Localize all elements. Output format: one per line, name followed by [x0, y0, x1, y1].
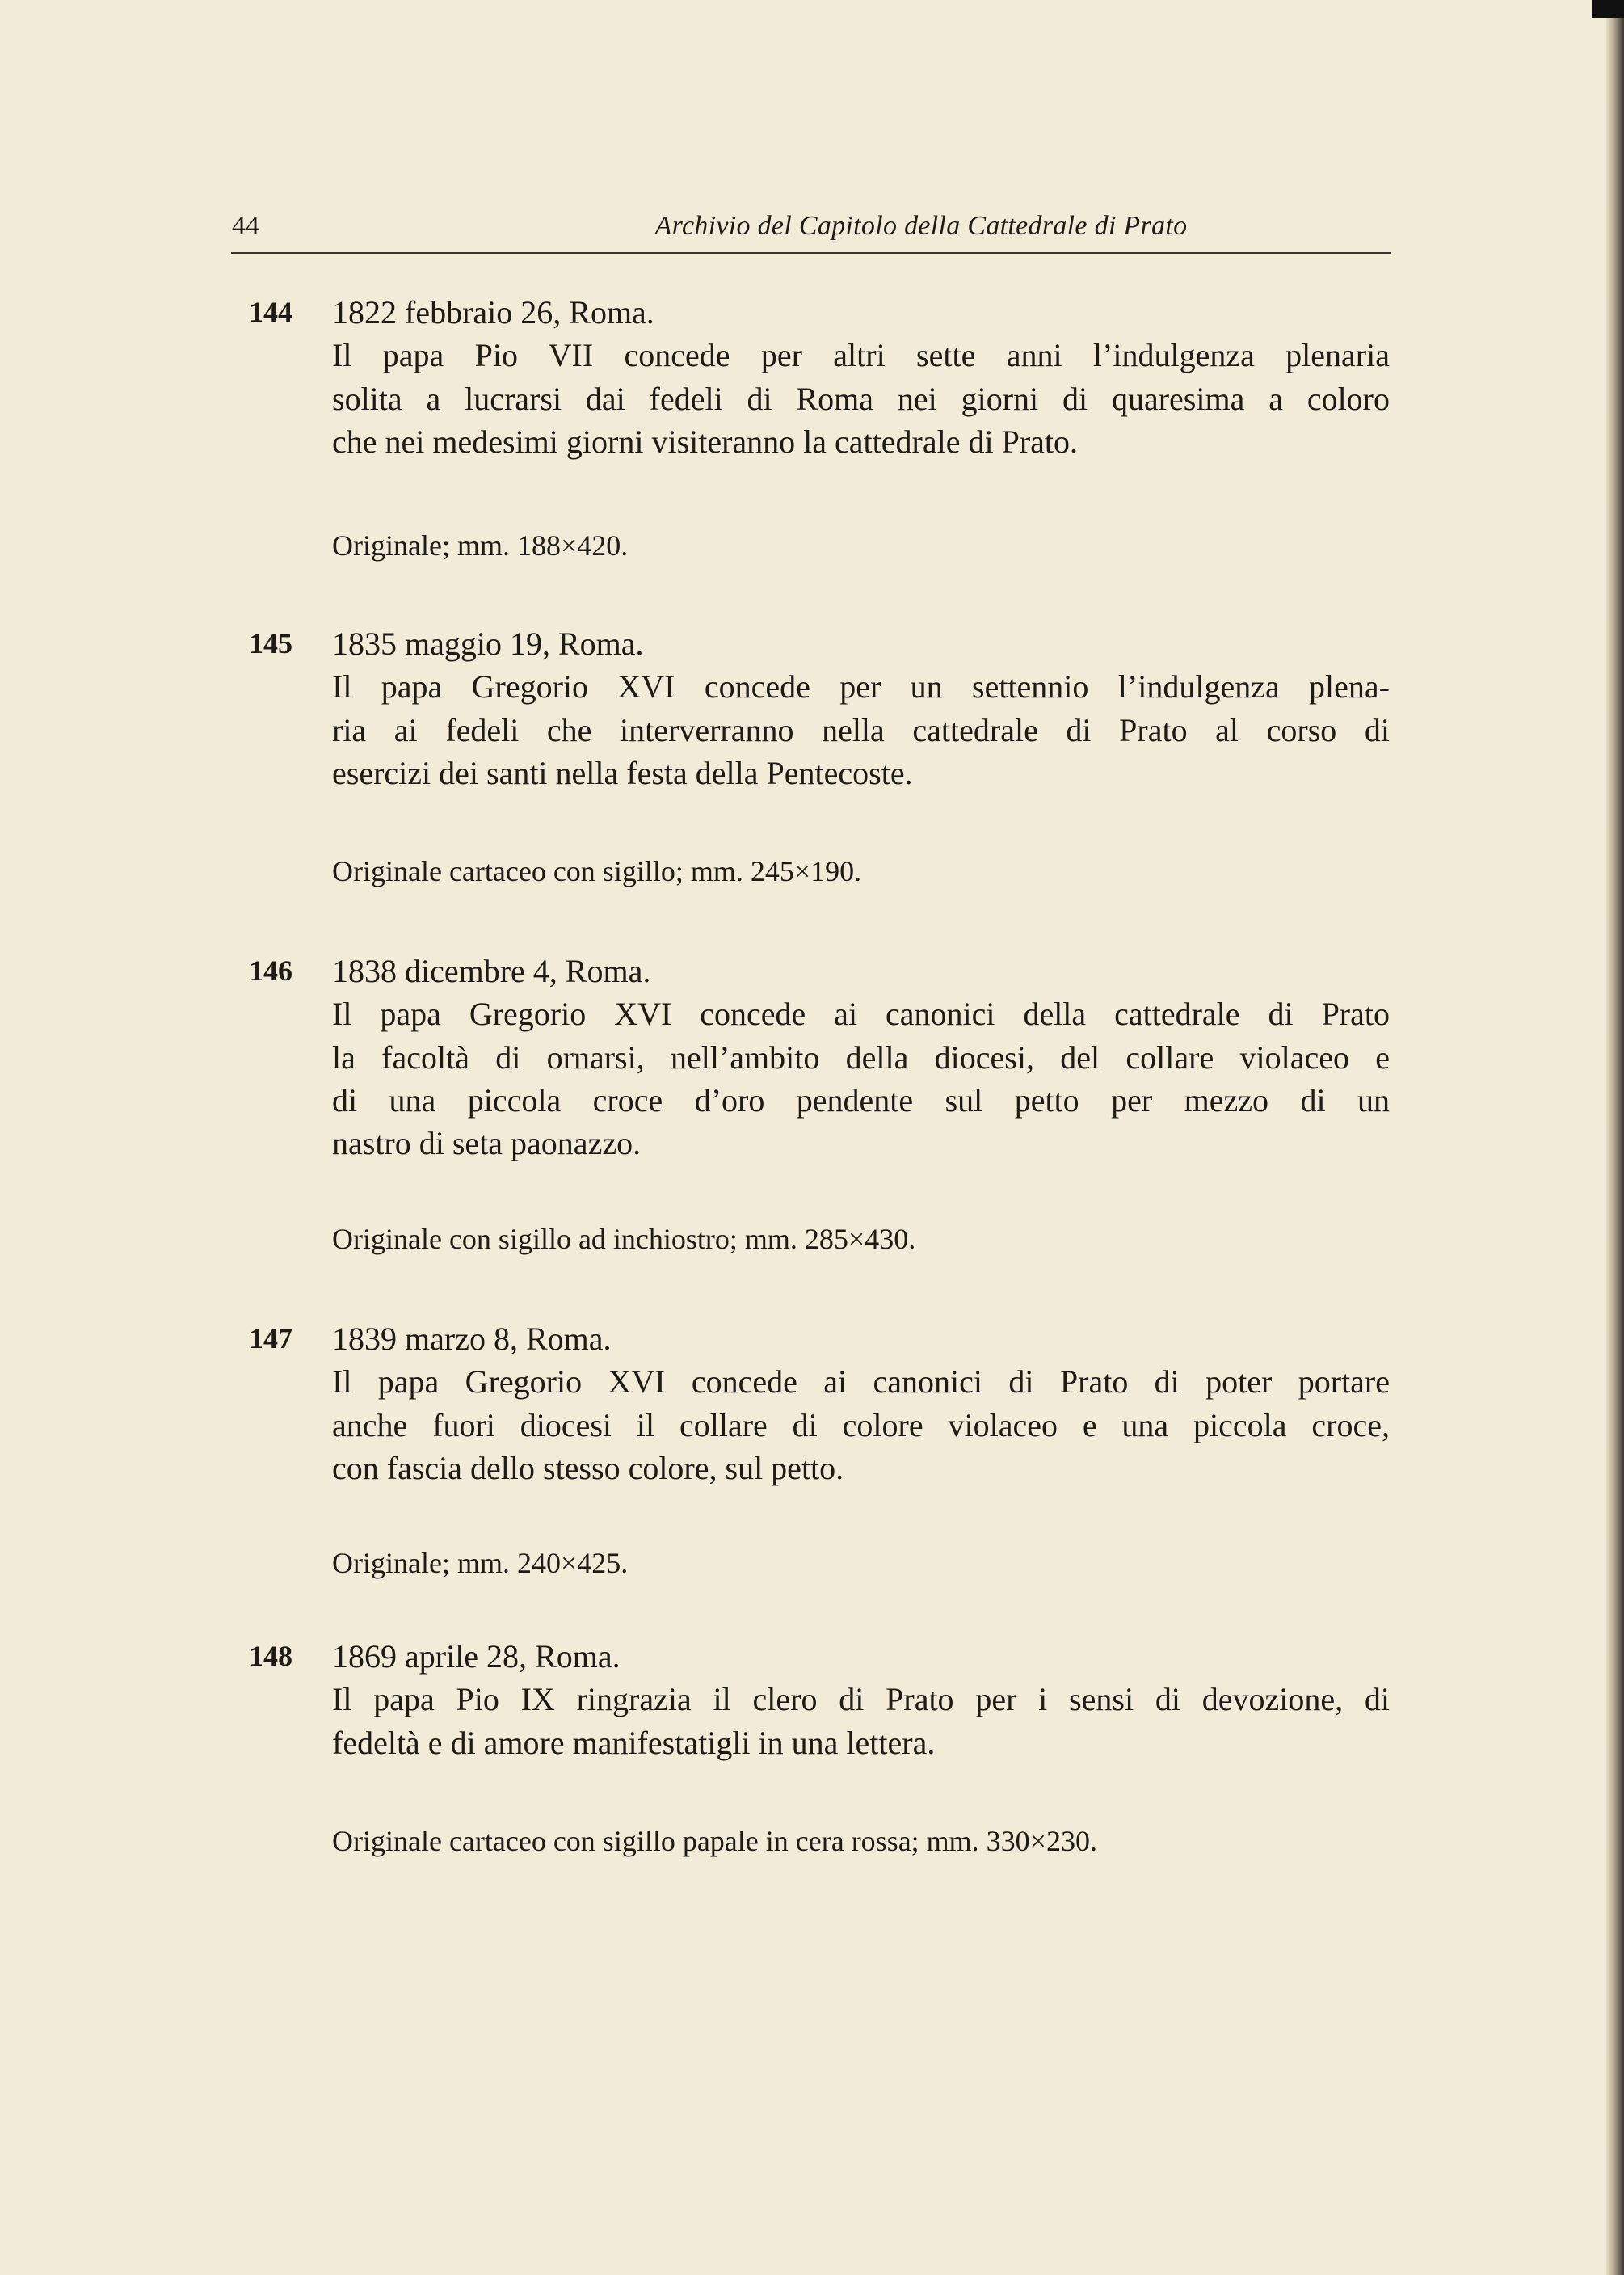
entry-number: 145: [249, 627, 292, 659]
entry-summary-line: la facoltà di ornarsi, nell’ambito della diocesi, del collare violaceo e: [332, 1038, 1390, 1076]
entry-text: [332, 291, 1390, 463]
entry-date-place: 1835 maggio 19, Roma.: [332, 626, 644, 662]
entry-date-place: 1838 dicembre 4, Roma.: [332, 953, 651, 989]
running-title: Archivio del Capitolo della Cattedrale di Prato: [654, 211, 1188, 241]
entry-summary-line: Il papa Pio IX ringrazia il clero di Prato per i sensi di devozione, di: [332, 1681, 1390, 1718]
entry-date-place: 1869 aprile 28, Roma.: [332, 1638, 621, 1675]
entry-text: [332, 622, 1390, 794]
entry-summary-line: Il papa Pio VII concede per altri sette anni l’indulgenza plenaria: [332, 337, 1390, 374]
entry-summary-line: anche fuori diocesi il collare di colore violaceo e una piccola croce,: [332, 1406, 1390, 1443]
entry-summary-line: Il papa Gregorio XVI concede ai canonici di Prato di poter portare: [332, 1363, 1390, 1401]
entry-date-place: 1839 marzo 8, Roma.: [332, 1321, 612, 1357]
entry-date-place: 1822 febbraio 26, Roma.: [332, 294, 654, 331]
entry-summary-line: Il papa Gregorio XVI concede ai canonici della cattedrale di Prato: [332, 996, 1390, 1033]
entry-physical-description: Originale cartaceo con sigillo papale in cera rossa; mm. 330×230.: [332, 1825, 1097, 1857]
entry-text: [332, 1317, 1390, 1489]
entry-physical-description: Originale con sigillo ad inchiostro; mm. 285×430.: [332, 1223, 916, 1255]
scan-corner: [1592, 0, 1624, 18]
entry-summary-line: ria ai fedeli che interverranno nella cattedrale di Prato al corso di: [332, 711, 1390, 748]
header-rule: [231, 252, 1391, 254]
entry-number: 147: [249, 1322, 292, 1354]
entry-number: 146: [249, 954, 292, 987]
entry-number: 148: [249, 1640, 292, 1672]
page-number: 44: [232, 211, 259, 241]
entry-summary-line: con fascia dello stesso colore, sul petto.: [332, 1449, 844, 1486]
entry-physical-description: Originale; mm. 240×425.: [332, 1547, 629, 1579]
entry-physical-description: Originale; mm. 188×420.: [332, 529, 629, 562]
entry-summary-line: solita a lucrarsi dai fedeli di Roma nei giorni di quaresima a coloro: [332, 380, 1390, 417]
entry-summary-line: Il papa Gregorio XVI concede per un settennio l’indulgenza plena-: [332, 668, 1390, 706]
entry-summary-line: nastro di seta paonazzo.: [332, 1125, 642, 1162]
entry-text: [332, 950, 1390, 1165]
page-edge-shadow: [1606, 0, 1624, 2275]
entry-summary-line: che nei medesimi giorni visiteranno la cattedrale di Prato.: [332, 423, 1079, 460]
entry-summary-line: di una piccola croce d’oro pendente sul petto per mezzo di un: [332, 1081, 1390, 1119]
entry-summary-line: fedeltà e di amore manifestatigli in una lettera.: [332, 1724, 936, 1761]
entry-text: [332, 1635, 1390, 1764]
entry-number: 144: [249, 296, 292, 328]
entry-summary-line: esercizi dei santi nella festa della Pentecoste.: [332, 754, 913, 791]
entry-physical-description: Originale cartaceo con sigillo; mm. 245×190.: [332, 855, 862, 887]
